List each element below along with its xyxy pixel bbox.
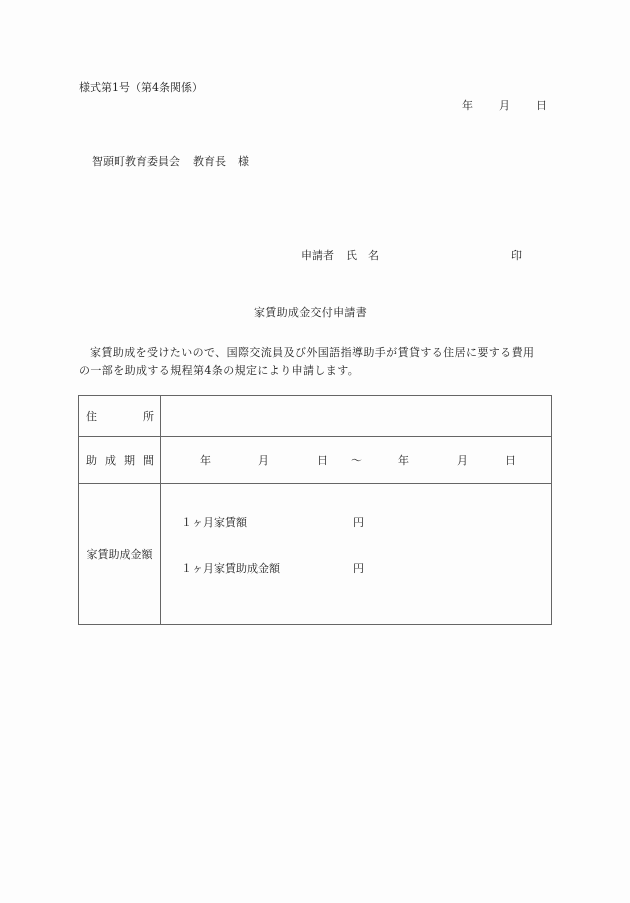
- applicant-label: 申請者: [301, 249, 334, 262]
- period-separator: ～: [351, 454, 362, 467]
- body-line-1: 家賃助成を受けたいので、国際交流員及び外国語指導助手が賃貸する住居に要する費用: [90, 346, 535, 359]
- period-label-char-2: 成: [105, 454, 116, 467]
- addressee-title: 教育長: [193, 155, 226, 168]
- seal-mark: 印: [511, 249, 522, 262]
- addressee-honorific: 様: [238, 155, 249, 168]
- date-day-label: 日: [536, 99, 547, 112]
- application-table: [78, 395, 552, 625]
- form-number: 様式第1号（第4条関係）: [79, 81, 203, 94]
- period-label-char-4: 間: [143, 454, 154, 467]
- submission-date: [462, 100, 547, 111]
- monthly-subsidy-unit: 円: [353, 562, 364, 575]
- period-end-month: 月: [457, 454, 468, 467]
- amount-label: 家賃助成金額: [79, 484, 161, 625]
- body-line-2: の一部を助成する規程第4条の規定により申請します。: [79, 364, 360, 377]
- applicant-line: [301, 250, 379, 261]
- table-row-amount: [79, 484, 552, 625]
- monthly-rent-unit: 円: [353, 516, 364, 529]
- address-field[interactable]: [161, 396, 552, 437]
- period-start-day: 日: [317, 454, 328, 467]
- address-label-char-2: 所: [143, 410, 154, 423]
- period-start-year: 年: [200, 454, 211, 467]
- table-row-address: [79, 396, 552, 437]
- period-label-cell: [79, 437, 161, 484]
- body-paragraph: [79, 344, 554, 380]
- date-year-label: 年: [462, 99, 473, 112]
- period-label-char-3: 期: [124, 454, 135, 467]
- name-label-2: 名: [368, 249, 379, 262]
- amount-field[interactable]: [161, 484, 552, 625]
- period-label-char-1: 助: [86, 454, 97, 467]
- period-end-year: 年: [398, 454, 409, 467]
- addressee: [92, 156, 249, 167]
- table-row-period: [79, 437, 552, 484]
- period-field[interactable]: [161, 437, 552, 484]
- document-title: 家賃助成金交付申請書: [254, 306, 367, 319]
- date-month-label: 月: [499, 99, 510, 112]
- monthly-subsidy-label: １ヶ月家賃助成金額: [181, 562, 280, 575]
- name-label-1: 氏: [346, 249, 357, 262]
- monthly-rent-label: １ヶ月家賃額: [181, 516, 247, 529]
- address-label-char-1: 住: [86, 410, 97, 423]
- address-label-cell: [79, 396, 161, 437]
- addressee-org: 智頭町教育委員会: [92, 155, 180, 168]
- period-end-day: 日: [505, 454, 516, 467]
- period-start-month: 月: [258, 454, 269, 467]
